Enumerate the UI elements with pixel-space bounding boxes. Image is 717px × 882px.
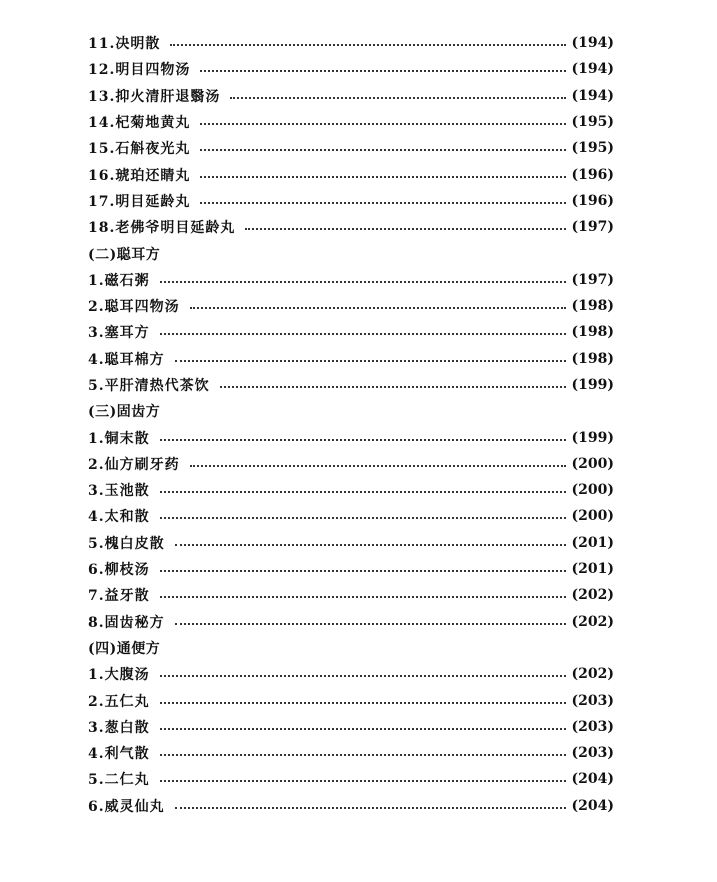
dot-leader (190, 465, 566, 467)
toc-page-number: (195) (571, 140, 614, 157)
toc-page-number: (196) (571, 166, 614, 183)
dot-leader (160, 517, 566, 519)
toc-section-heading (88, 635, 614, 661)
dot-leader (230, 97, 565, 99)
toc-entry-title: 4.聪耳棉方 (88, 351, 165, 368)
toc-entry (88, 293, 614, 319)
toc-entry-title: 13.抑火清肝退翳汤 (88, 88, 221, 105)
toc-entry-title: 3.玉池散 (88, 483, 150, 500)
dot-leader (160, 675, 566, 677)
dot-leader (190, 307, 566, 309)
dot-leader (160, 333, 566, 335)
toc-page-number: (200) (571, 508, 614, 525)
dot-leader (160, 754, 566, 756)
toc-entry (88, 609, 614, 635)
toc-section-heading (88, 240, 614, 266)
toc-entry-title: 3.塞耳方 (88, 325, 150, 342)
dot-leader (175, 544, 566, 546)
toc-page-number: (203) (571, 745, 614, 762)
dot-leader (170, 44, 565, 46)
toc-page-number: (202) (571, 613, 614, 630)
dot-leader (160, 491, 566, 493)
toc-entry (88, 214, 614, 240)
toc-entry-title: (四)通便方 (88, 640, 161, 657)
toc-entry-title: 2.五仁丸 (88, 693, 150, 710)
dot-leader (175, 807, 566, 809)
toc-page-number: (194) (571, 61, 614, 78)
toc-entry (88, 687, 614, 713)
toc-entry (88, 424, 614, 450)
dot-leader (160, 439, 566, 441)
toc-entry-title: 18.老佛爷明目延龄丸 (88, 220, 236, 237)
toc-entry (88, 582, 614, 608)
dot-leader (160, 702, 566, 704)
dot-leader (175, 623, 566, 625)
toc-page-number: (197) (571, 219, 614, 236)
toc-entry (88, 109, 614, 135)
toc-page-number: (204) (571, 771, 614, 788)
dot-leader (160, 596, 566, 598)
toc-page-number: (198) (571, 324, 614, 341)
dot-leader (160, 570, 566, 572)
toc-entry-title: (二)聪耳方 (88, 246, 161, 263)
toc-entry (88, 503, 614, 529)
toc-entry-title: 11.决明散 (88, 36, 161, 53)
toc-entry-title: 6.柳枝汤 (88, 562, 150, 579)
toc-entry (88, 30, 614, 56)
toc-entry (88, 661, 614, 687)
toc-entry-title: 15.石斛夜光丸 (88, 141, 191, 158)
toc-entry (88, 346, 614, 372)
dot-leader (220, 386, 566, 388)
dot-leader (160, 780, 566, 782)
toc-entry-title: 3.葱白散 (88, 719, 150, 736)
toc-entry-title: 2.仙方刷牙药 (88, 456, 180, 473)
toc-entry-title: 5.平肝清热代茶饮 (88, 378, 210, 394)
toc-entry (88, 740, 614, 766)
toc-entry (88, 83, 614, 109)
dot-leader (160, 728, 566, 730)
toc-page-number: (203) (571, 718, 614, 735)
toc-entry (88, 161, 614, 187)
toc-page-number: (194) (571, 35, 614, 52)
toc-entry-title: 14.杞菊地黄丸 (88, 115, 191, 132)
toc-page-number: (199) (571, 429, 614, 446)
toc-entry (88, 556, 614, 582)
toc-entry (88, 319, 614, 345)
toc-entry (88, 451, 614, 477)
toc-page-number: (201) (571, 561, 614, 578)
toc-entry (88, 188, 614, 214)
toc-entry (88, 714, 614, 740)
dot-leader (175, 360, 566, 362)
table-of-contents (88, 30, 614, 819)
toc-entry-title: 1.铜末散 (88, 430, 150, 447)
toc-page-number: (196) (571, 192, 614, 209)
toc-entry-title: 17.明目延龄丸 (88, 193, 191, 210)
toc-entry-title: 4.太和散 (88, 509, 150, 526)
dot-leader (160, 281, 566, 283)
toc-entry-title: 8.固齿秘方 (88, 614, 165, 631)
toc-entry-title: 12.明目四物汤 (88, 62, 191, 79)
toc-entry (88, 530, 614, 556)
toc-page-number: (198) (571, 298, 614, 315)
toc-entry-title: 5.二仁丸 (88, 772, 150, 789)
toc-page-number: (200) (571, 455, 614, 472)
toc-page-number: (203) (571, 692, 614, 709)
toc-entry (88, 766, 614, 792)
toc-entry-title: 5.槐白皮散 (88, 535, 165, 552)
dot-leader (200, 149, 565, 151)
dot-leader (200, 123, 565, 125)
toc-entry-title: 2.聪耳四物汤 (88, 299, 180, 316)
dot-leader (200, 70, 565, 72)
toc-entry-title: 7.益牙散 (88, 588, 150, 605)
toc-section-heading (88, 398, 614, 424)
toc-entry-title: 16.琥珀还睛丸 (88, 167, 191, 184)
toc-entry (88, 267, 614, 293)
toc-page-number: (200) (571, 482, 614, 499)
toc-page-number: (204) (571, 797, 614, 814)
dot-leader (200, 202, 565, 204)
toc-page-number: (198) (571, 350, 614, 367)
toc-entry (88, 135, 614, 161)
toc-entry-title: (三)固齿方 (88, 404, 161, 421)
toc-entry-title: 1.磁石粥 (88, 272, 150, 289)
toc-entry (88, 372, 614, 398)
toc-entry (88, 793, 614, 819)
toc-page-number: (194) (571, 87, 614, 104)
toc-page-number: (195) (571, 114, 614, 131)
dot-leader (245, 228, 565, 230)
toc-page-number: (201) (571, 534, 614, 551)
toc-page-number: (197) (571, 271, 614, 288)
toc-page-number: (199) (571, 377, 614, 393)
toc-entry-title: 4.利气散 (88, 746, 150, 763)
toc-entry (88, 477, 614, 503)
dot-leader (200, 176, 565, 178)
toc-entry-title: 1.大腹汤 (88, 667, 150, 684)
toc-page-number: (202) (571, 587, 614, 604)
toc-entry-title: 6.威灵仙丸 (88, 798, 165, 815)
toc-entry (88, 56, 614, 82)
toc-page-number: (202) (571, 666, 614, 683)
